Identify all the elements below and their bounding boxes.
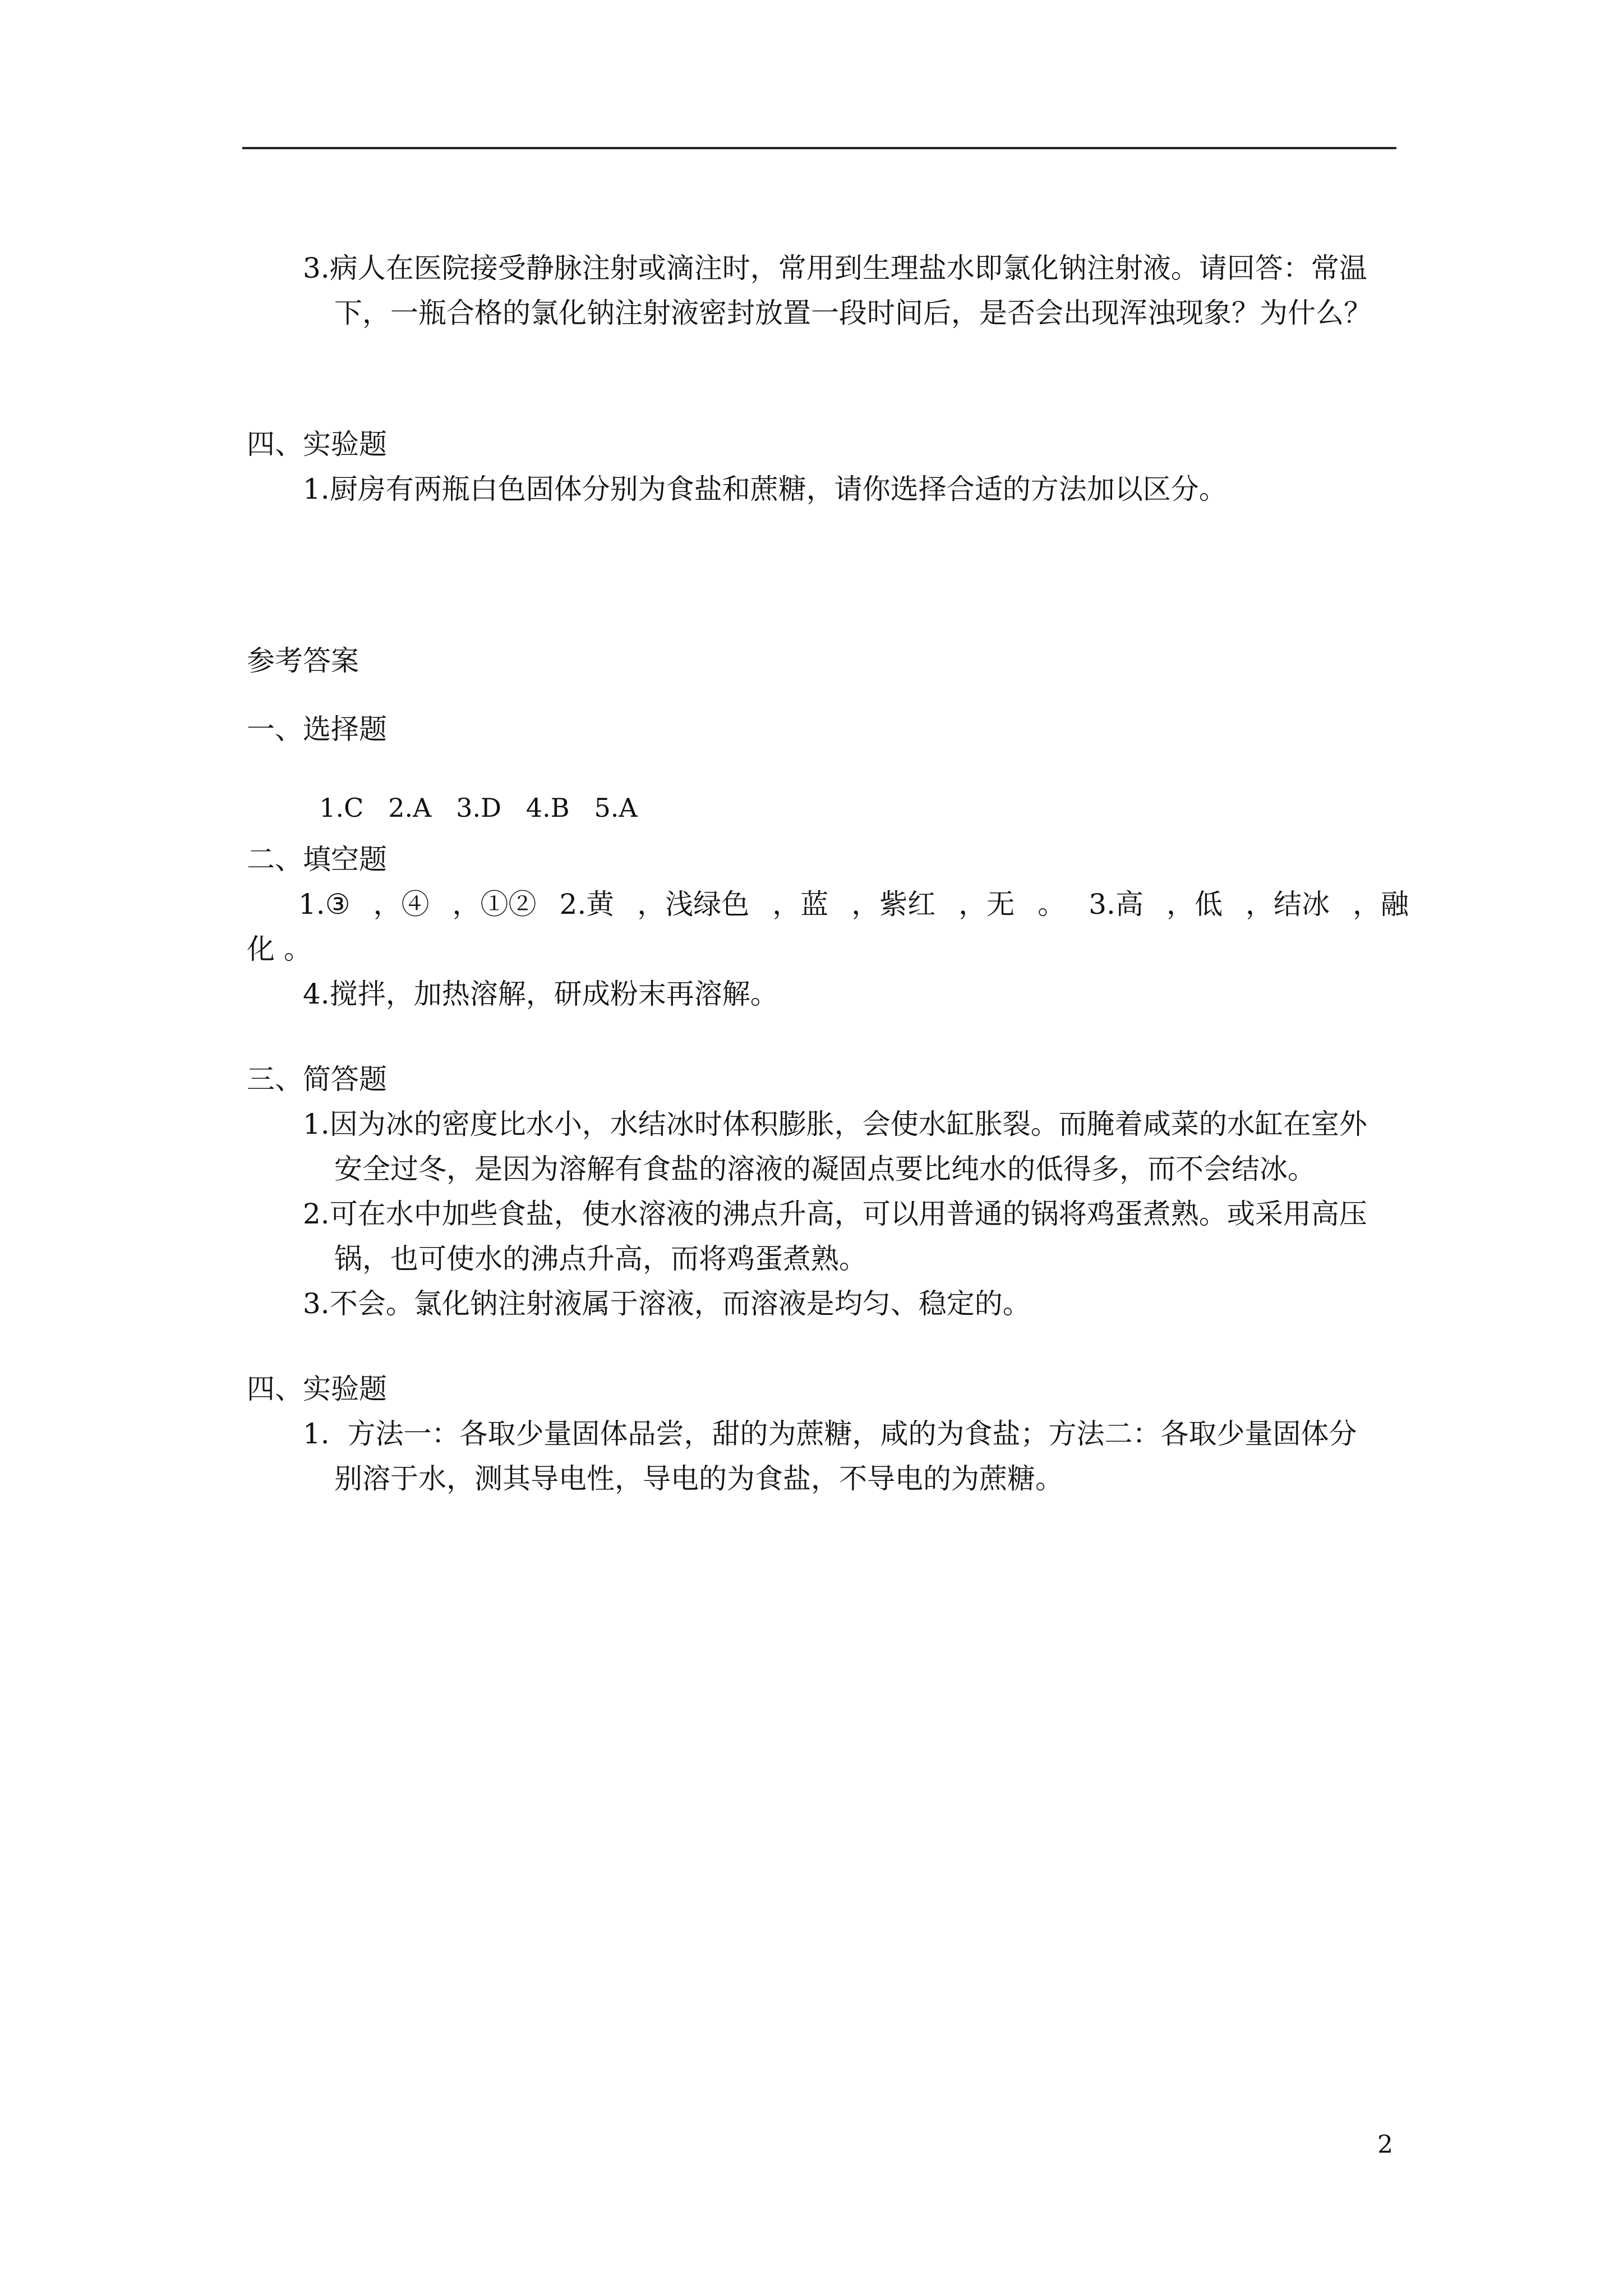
experiment-question-1: 1.厨房有两瓶白色固体分别为食盐和蔗糖，请你选择合适的方法加以区分。: [303, 473, 1227, 505]
header-rule: [242, 147, 1396, 149]
experiment-answer-1-line-2: 别溶于水，测其导电性，导电的为食盐，不导电的为蔗糖。: [334, 1462, 1063, 1495]
short-answer-2-line-1: 2.可在水中加些食盐，使水溶液的沸点升高，可以用普通的锅将鸡蛋煮熟。或采用高压: [303, 1198, 1367, 1230]
experiment-answer-heading: 四、实验题: [247, 1373, 387, 1405]
fill-answer: ，无: [958, 888, 1015, 921]
fill-answer: 3.高: [1089, 888, 1144, 921]
fill-answer: 1.③: [298, 888, 351, 921]
answers-title: 参考答案: [247, 645, 359, 677]
fill-answer: ，①②: [452, 888, 537, 921]
fill-heading: 二、填空题: [247, 843, 387, 876]
fill-answer: ，结冰: [1245, 888, 1330, 921]
short-answer-1-line-1: 1.因为冰的密度比水小，水结冰时体积膨胀，会使水缸胀裂。而腌着咸菜的水缸在室外: [303, 1108, 1367, 1140]
choice-answer: 1.C: [319, 793, 364, 823]
fill-answer: ，融: [1352, 888, 1409, 921]
short-answer-2-line-2: 锅，也可使水的沸点升高，而将鸡蛋煮熟。: [334, 1243, 867, 1275]
fill-answer: ，紫红: [851, 888, 936, 921]
experiment-section-heading: 四、实验题: [247, 428, 387, 461]
fill-answer: 2.黄: [559, 888, 615, 921]
fill-answer: ，④: [373, 888, 430, 921]
choice-answer: 3.D: [456, 793, 501, 823]
choice-answer: 2.A: [388, 793, 432, 823]
fill-answer: 。: [1038, 888, 1066, 921]
question-3-line-1: 3.病人在医院接受静脉注射或滴注时，常用到生理盐水即氯化钠注射液。请回答：常温: [303, 252, 1367, 284]
experiment-answer-1-line-1: 1. 方法一：各取少量固体品尝，甜的为蔗糖，咸的为食盐；方法二：各取少量固体分: [303, 1418, 1357, 1450]
short-answer-heading: 三、简答题: [247, 1063, 387, 1096]
short-answer-3: 3.不会。氯化钠注射液属于溶液，而溶液是均匀、稳定的。: [303, 1287, 1031, 1320]
fill-answers-line-2: 4.搅拌，加热溶解，研成粉末再溶解。: [303, 978, 778, 1010]
fill-answer: ，蓝: [772, 888, 829, 921]
choice-answer: 5.A: [594, 793, 638, 823]
fill-answer: ，浅绿色: [637, 888, 750, 921]
choice-answer: 4.B: [525, 793, 570, 823]
page-number: 2: [1377, 2131, 1393, 2159]
choice-answers: [303, 757, 638, 825]
short-answer-1-line-2: 安全过冬，是因为溶解有食盐的溶液的凝固点要比纯水的低得多，而不会结冰。: [334, 1153, 1316, 1185]
choice-heading: 一、选择题: [247, 713, 387, 746]
fill-answer: ，低: [1166, 888, 1223, 921]
fill-answers-row-1: [298, 887, 1409, 921]
fill-answers-row-1-continued: 化 。: [247, 933, 312, 965]
question-3-line-2: 下，一瓶合格的氯化钠注射液密封放置一段时间后，是否会出现浑浊现象？为什么？: [334, 297, 1372, 329]
